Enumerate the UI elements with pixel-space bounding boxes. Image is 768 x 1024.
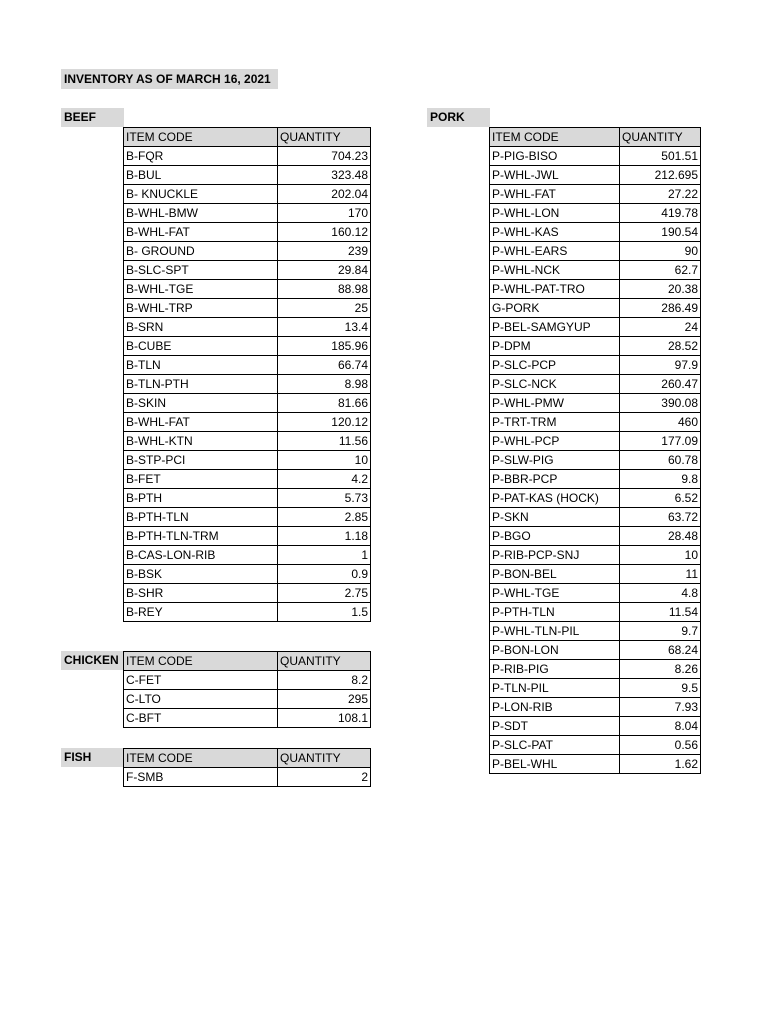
- pork-table-row: [490, 166, 701, 185]
- item-code-cell: P-WHL-LON: [490, 204, 620, 223]
- beef-table-row: [124, 584, 371, 603]
- item-code-cell: P-TRT-TRM: [490, 413, 620, 432]
- quantity-cell: 177.09: [620, 432, 701, 451]
- quantity-cell: 0.9: [278, 565, 371, 584]
- beef-quantity-header: QUANTITY: [278, 128, 371, 147]
- quantity-cell: 1.5: [278, 603, 371, 622]
- quantity-cell: 20.38: [620, 280, 701, 299]
- pork-header-row: [490, 128, 701, 147]
- item-code-cell: B-WHL-KTN: [124, 432, 278, 451]
- pork-table-row: [490, 736, 701, 755]
- chicken-category-label: CHICKEN: [61, 651, 124, 670]
- quantity-cell: 239: [278, 242, 371, 261]
- pork-category-label: PORK: [427, 108, 490, 127]
- pork-table-row: [490, 204, 701, 223]
- beef-table-row: [124, 242, 371, 261]
- fish-category-label: FISH: [61, 748, 124, 767]
- quantity-cell: 24: [620, 318, 701, 337]
- beef-table-row: [124, 299, 371, 318]
- beef-table-row: [124, 375, 371, 394]
- item-code-cell: P-WHL-PCP: [490, 432, 620, 451]
- item-code-cell: B-SHR: [124, 584, 278, 603]
- quantity-cell: 68.24: [620, 641, 701, 660]
- fish-quantity-header: QUANTITY: [278, 749, 371, 768]
- item-code-cell: P-SDT: [490, 717, 620, 736]
- chicken-header-row: [124, 652, 371, 671]
- quantity-cell: 97.9: [620, 356, 701, 375]
- quantity-cell: 1: [278, 546, 371, 565]
- quantity-cell: 9.7: [620, 622, 701, 641]
- beef-category-label: BEEF: [61, 108, 124, 127]
- chicken-table: [123, 651, 371, 728]
- beef-table-row: [124, 318, 371, 337]
- beef-table-row: [124, 413, 371, 432]
- quantity-cell: 108.1: [278, 709, 371, 728]
- quantity-cell: 2: [278, 768, 371, 787]
- item-code-cell: B-WHL-TGE: [124, 280, 278, 299]
- beef-table-row: [124, 337, 371, 356]
- beef-item-code-header: ITEM CODE: [124, 128, 278, 147]
- pork-table-row: [490, 451, 701, 470]
- quantity-cell: 501.51: [620, 147, 701, 166]
- beef-table-row: [124, 451, 371, 470]
- quantity-cell: 29.84: [278, 261, 371, 280]
- item-code-cell: P-WHL-NCK: [490, 261, 620, 280]
- item-code-cell: B- KNUCKLE: [124, 185, 278, 204]
- item-code-cell: P-BEL-WHL: [490, 755, 620, 774]
- pork-table-row: [490, 147, 701, 166]
- quantity-cell: 28.48: [620, 527, 701, 546]
- item-code-cell: P-SKN: [490, 508, 620, 527]
- page-title: INVENTORY AS OF MARCH 16, 2021: [61, 69, 278, 89]
- pork-table-row: [490, 394, 701, 413]
- item-code-cell: P-DPM: [490, 337, 620, 356]
- pork-table-row: [490, 261, 701, 280]
- quantity-cell: 88.98: [278, 280, 371, 299]
- item-code-cell: P-WHL-PAT-TRO: [490, 280, 620, 299]
- pork-table-row: [490, 660, 701, 679]
- pork-item-code-header: ITEM CODE: [490, 128, 620, 147]
- pork-table-row: [490, 679, 701, 698]
- item-code-cell: P-SLW-PIG: [490, 451, 620, 470]
- quantity-cell: 390.08: [620, 394, 701, 413]
- pork-table-row: [490, 432, 701, 451]
- item-code-cell: B-PTH-TLN: [124, 508, 278, 527]
- beef-table-row: [124, 356, 371, 375]
- pork-table-row: [490, 356, 701, 375]
- item-code-cell: B-TLN-PTH: [124, 375, 278, 394]
- beef-table-row: [124, 546, 371, 565]
- item-code-cell: P-WHL-JWL: [490, 166, 620, 185]
- item-code-cell: B-PTH: [124, 489, 278, 508]
- quantity-cell: 120.12: [278, 413, 371, 432]
- beef-table-row: [124, 147, 371, 166]
- chicken-table-row: [124, 709, 371, 728]
- quantity-cell: 185.96: [278, 337, 371, 356]
- quantity-cell: 286.49: [620, 299, 701, 318]
- beef-table-row: [124, 527, 371, 546]
- item-code-cell: P-PAT-KAS (HOCK): [490, 489, 620, 508]
- pork-table-row: [490, 375, 701, 394]
- quantity-cell: 202.04: [278, 185, 371, 204]
- quantity-cell: 81.66: [278, 394, 371, 413]
- quantity-cell: 25: [278, 299, 371, 318]
- item-code-cell: B-CUBE: [124, 337, 278, 356]
- quantity-cell: 8.98: [278, 375, 371, 394]
- item-code-cell: B-REY: [124, 603, 278, 622]
- quantity-cell: 9.8: [620, 470, 701, 489]
- pork-table-row: [490, 337, 701, 356]
- quantity-cell: 63.72: [620, 508, 701, 527]
- item-code-cell: P-LON-RIB: [490, 698, 620, 717]
- pork-table-row: [490, 223, 701, 242]
- quantity-cell: 460: [620, 413, 701, 432]
- beef-table-row: [124, 470, 371, 489]
- quantity-cell: 7.93: [620, 698, 701, 717]
- item-code-cell: F-SMB: [124, 768, 278, 787]
- item-code-cell: P-WHL-PMW: [490, 394, 620, 413]
- beef-table-row: [124, 394, 371, 413]
- pork-table-row: [490, 185, 701, 204]
- quantity-cell: 2.75: [278, 584, 371, 603]
- item-code-cell: B-FQR: [124, 147, 278, 166]
- beef-table-row: [124, 261, 371, 280]
- item-code-cell: P-SLC-PAT: [490, 736, 620, 755]
- quantity-cell: 0.56: [620, 736, 701, 755]
- chicken-table-row: [124, 671, 371, 690]
- quantity-cell: 13.4: [278, 318, 371, 337]
- fish-header-row: [124, 749, 371, 768]
- pork-table: [489, 127, 701, 774]
- beef-table-row: [124, 185, 371, 204]
- item-code-cell: C-FET: [124, 671, 278, 690]
- pork-table-row: [490, 413, 701, 432]
- pork-table-row: [490, 622, 701, 641]
- quantity-cell: 1.62: [620, 755, 701, 774]
- item-code-cell: B-FET: [124, 470, 278, 489]
- quantity-cell: 10: [278, 451, 371, 470]
- pork-table-row: [490, 318, 701, 337]
- item-code-cell: B- GROUND: [124, 242, 278, 261]
- item-code-cell: B-WHL-FAT: [124, 223, 278, 242]
- chicken-item-code-header: ITEM CODE: [124, 652, 278, 671]
- quantity-cell: 60.78: [620, 451, 701, 470]
- chicken-table-row: [124, 690, 371, 709]
- item-code-cell: P-BBR-PCP: [490, 470, 620, 489]
- quantity-cell: 11.56: [278, 432, 371, 451]
- pork-table-row: [490, 508, 701, 527]
- item-code-cell: B-WHL-FAT: [124, 413, 278, 432]
- item-code-cell: C-LTO: [124, 690, 278, 709]
- item-code-cell: B-SLC-SPT: [124, 261, 278, 280]
- quantity-cell: 2.85: [278, 508, 371, 527]
- quantity-cell: 10: [620, 546, 701, 565]
- item-code-cell: P-SLC-NCK: [490, 375, 620, 394]
- quantity-cell: 11.54: [620, 603, 701, 622]
- item-code-cell: P-BON-LON: [490, 641, 620, 660]
- beef-table-row: [124, 489, 371, 508]
- pork-table-row: [490, 527, 701, 546]
- quantity-cell: 27.22: [620, 185, 701, 204]
- pork-table-row: [490, 546, 701, 565]
- beef-table-row: [124, 508, 371, 527]
- beef-table: [123, 127, 371, 622]
- quantity-cell: 6.52: [620, 489, 701, 508]
- beef-table-row: [124, 280, 371, 299]
- item-code-cell: G-PORK: [490, 299, 620, 318]
- item-code-cell: P-WHL-TLN-PIL: [490, 622, 620, 641]
- quantity-cell: 160.12: [278, 223, 371, 242]
- item-code-cell: B-BSK: [124, 565, 278, 584]
- quantity-cell: 419.78: [620, 204, 701, 223]
- quantity-cell: 8.26: [620, 660, 701, 679]
- item-code-cell: B-WHL-TRP: [124, 299, 278, 318]
- fish-table-row: [124, 768, 371, 787]
- item-code-cell: B-CAS-LON-RIB: [124, 546, 278, 565]
- quantity-cell: 28.52: [620, 337, 701, 356]
- quantity-cell: 170: [278, 204, 371, 223]
- pork-quantity-header: QUANTITY: [620, 128, 701, 147]
- item-code-cell: P-RIB-PCP-SNJ: [490, 546, 620, 565]
- quantity-cell: 4.8: [620, 584, 701, 603]
- quantity-cell: 704.23: [278, 147, 371, 166]
- pork-table-row: [490, 641, 701, 660]
- item-code-cell: P-WHL-FAT: [490, 185, 620, 204]
- item-code-cell: P-BON-BEL: [490, 565, 620, 584]
- quantity-cell: 9.5: [620, 679, 701, 698]
- item-code-cell: P-RIB-PIG: [490, 660, 620, 679]
- quantity-cell: 66.74: [278, 356, 371, 375]
- pork-table-row: [490, 565, 701, 584]
- pork-table-row: [490, 489, 701, 508]
- item-code-cell: B-SKIN: [124, 394, 278, 413]
- pork-table-row: [490, 470, 701, 489]
- pork-table-row: [490, 584, 701, 603]
- pork-table-row: [490, 299, 701, 318]
- item-code-cell: P-WHL-EARS: [490, 242, 620, 261]
- quantity-cell: 8.04: [620, 717, 701, 736]
- quantity-cell: 8.2: [278, 671, 371, 690]
- item-code-cell: P-PIG-BISO: [490, 147, 620, 166]
- item-code-cell: P-WHL-TGE: [490, 584, 620, 603]
- quantity-cell: 212.695: [620, 166, 701, 185]
- item-code-cell: P-BEL-SAMGYUP: [490, 318, 620, 337]
- beef-table-row: [124, 603, 371, 622]
- quantity-cell: 90: [620, 242, 701, 261]
- item-code-cell: B-BUL: [124, 166, 278, 185]
- item-code-cell: B-STP-PCI: [124, 451, 278, 470]
- quantity-cell: 62.7: [620, 261, 701, 280]
- item-code-cell: P-SLC-PCP: [490, 356, 620, 375]
- pork-table-row: [490, 698, 701, 717]
- item-code-cell: B-PTH-TLN-TRM: [124, 527, 278, 546]
- beef-table-row: [124, 166, 371, 185]
- item-code-cell: B-WHL-BMW: [124, 204, 278, 223]
- quantity-cell: 1.18: [278, 527, 371, 546]
- quantity-cell: 4.2: [278, 470, 371, 489]
- beef-table-row: [124, 565, 371, 584]
- beef-header-row: [124, 128, 371, 147]
- pork-table-row: [490, 603, 701, 622]
- pork-table-row: [490, 280, 701, 299]
- pork-table-row: [490, 755, 701, 774]
- item-code-cell: B-SRN: [124, 318, 278, 337]
- quantity-cell: 260.47: [620, 375, 701, 394]
- pork-table-row: [490, 242, 701, 261]
- chicken-quantity-header: QUANTITY: [278, 652, 371, 671]
- pork-table-row: [490, 717, 701, 736]
- item-code-cell: B-TLN: [124, 356, 278, 375]
- fish-table: [123, 748, 371, 787]
- item-code-cell: P-TLN-PIL: [490, 679, 620, 698]
- beef-table-row: [124, 204, 371, 223]
- item-code-cell: P-BGO: [490, 527, 620, 546]
- item-code-cell: P-PTH-TLN: [490, 603, 620, 622]
- quantity-cell: 11: [620, 565, 701, 584]
- beef-table-row: [124, 432, 371, 451]
- item-code-cell: C-BFT: [124, 709, 278, 728]
- fish-item-code-header: ITEM CODE: [124, 749, 278, 768]
- quantity-cell: 190.54: [620, 223, 701, 242]
- quantity-cell: 295: [278, 690, 371, 709]
- beef-table-row: [124, 223, 371, 242]
- quantity-cell: 5.73: [278, 489, 371, 508]
- quantity-cell: 323.48: [278, 166, 371, 185]
- item-code-cell: P-WHL-KAS: [490, 223, 620, 242]
